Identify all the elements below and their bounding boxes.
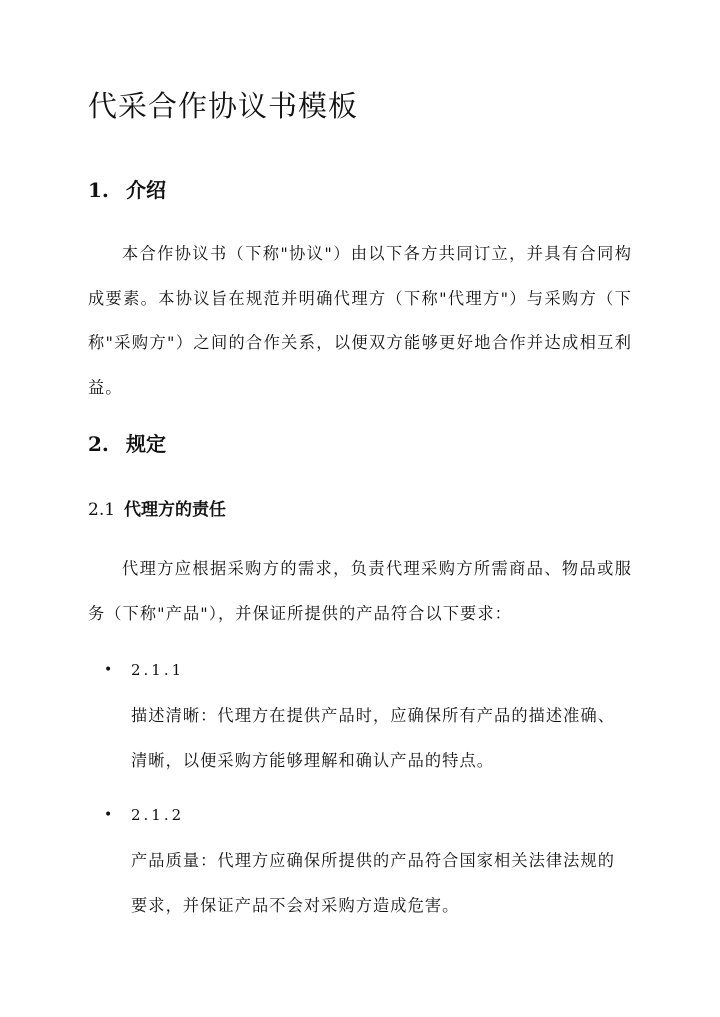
section-title: 规定	[126, 432, 166, 456]
section-number: 1.	[88, 178, 109, 202]
bullet-icon: •	[104, 662, 113, 678]
section-number: 2.	[88, 432, 109, 456]
item-text: 描述清晰：代理方在提供产品时，应确保所有产品的描述准确、清晰，以便采购方能够理解和确认产品的特点。	[131, 706, 616, 770]
agent-duties-paragraph: 代理方应根据采购方的需求，负责代理采购方所需商品、物品或服务（下称"产品"），并保证所提供的产品符合以下要求：	[88, 559, 632, 623]
item-number: 2.1.2	[131, 806, 185, 824]
subsection-number: 2.1	[88, 500, 116, 520]
section-title: 介绍	[126, 178, 166, 202]
subsection-heading-agent-duties	[88, 498, 226, 522]
section-heading-intro	[88, 176, 166, 204]
bullet-icon: •	[104, 807, 113, 823]
subsection-title: 代理方的责任	[124, 500, 226, 520]
item-number: 2.1.1	[131, 661, 185, 679]
item-text: 产品质量：代理方应确保所提供的产品符合国家相关法律法规的要求，并保证产品不会对采购方造成危害。	[131, 851, 616, 915]
document-title: 代采合作协议书模板	[88, 89, 359, 123]
section-heading-rules	[88, 430, 166, 458]
intro-paragraph: 本合作协议书（下称"协议"）由以下各方共同订立，并具有合同构成要素。本协议旨在规范并明确代理方（下称"代理方"）与采购方（下称"采购方"）之间的合作关系，以便双方能够更好地合作并达成相互利益。	[88, 244, 632, 398]
